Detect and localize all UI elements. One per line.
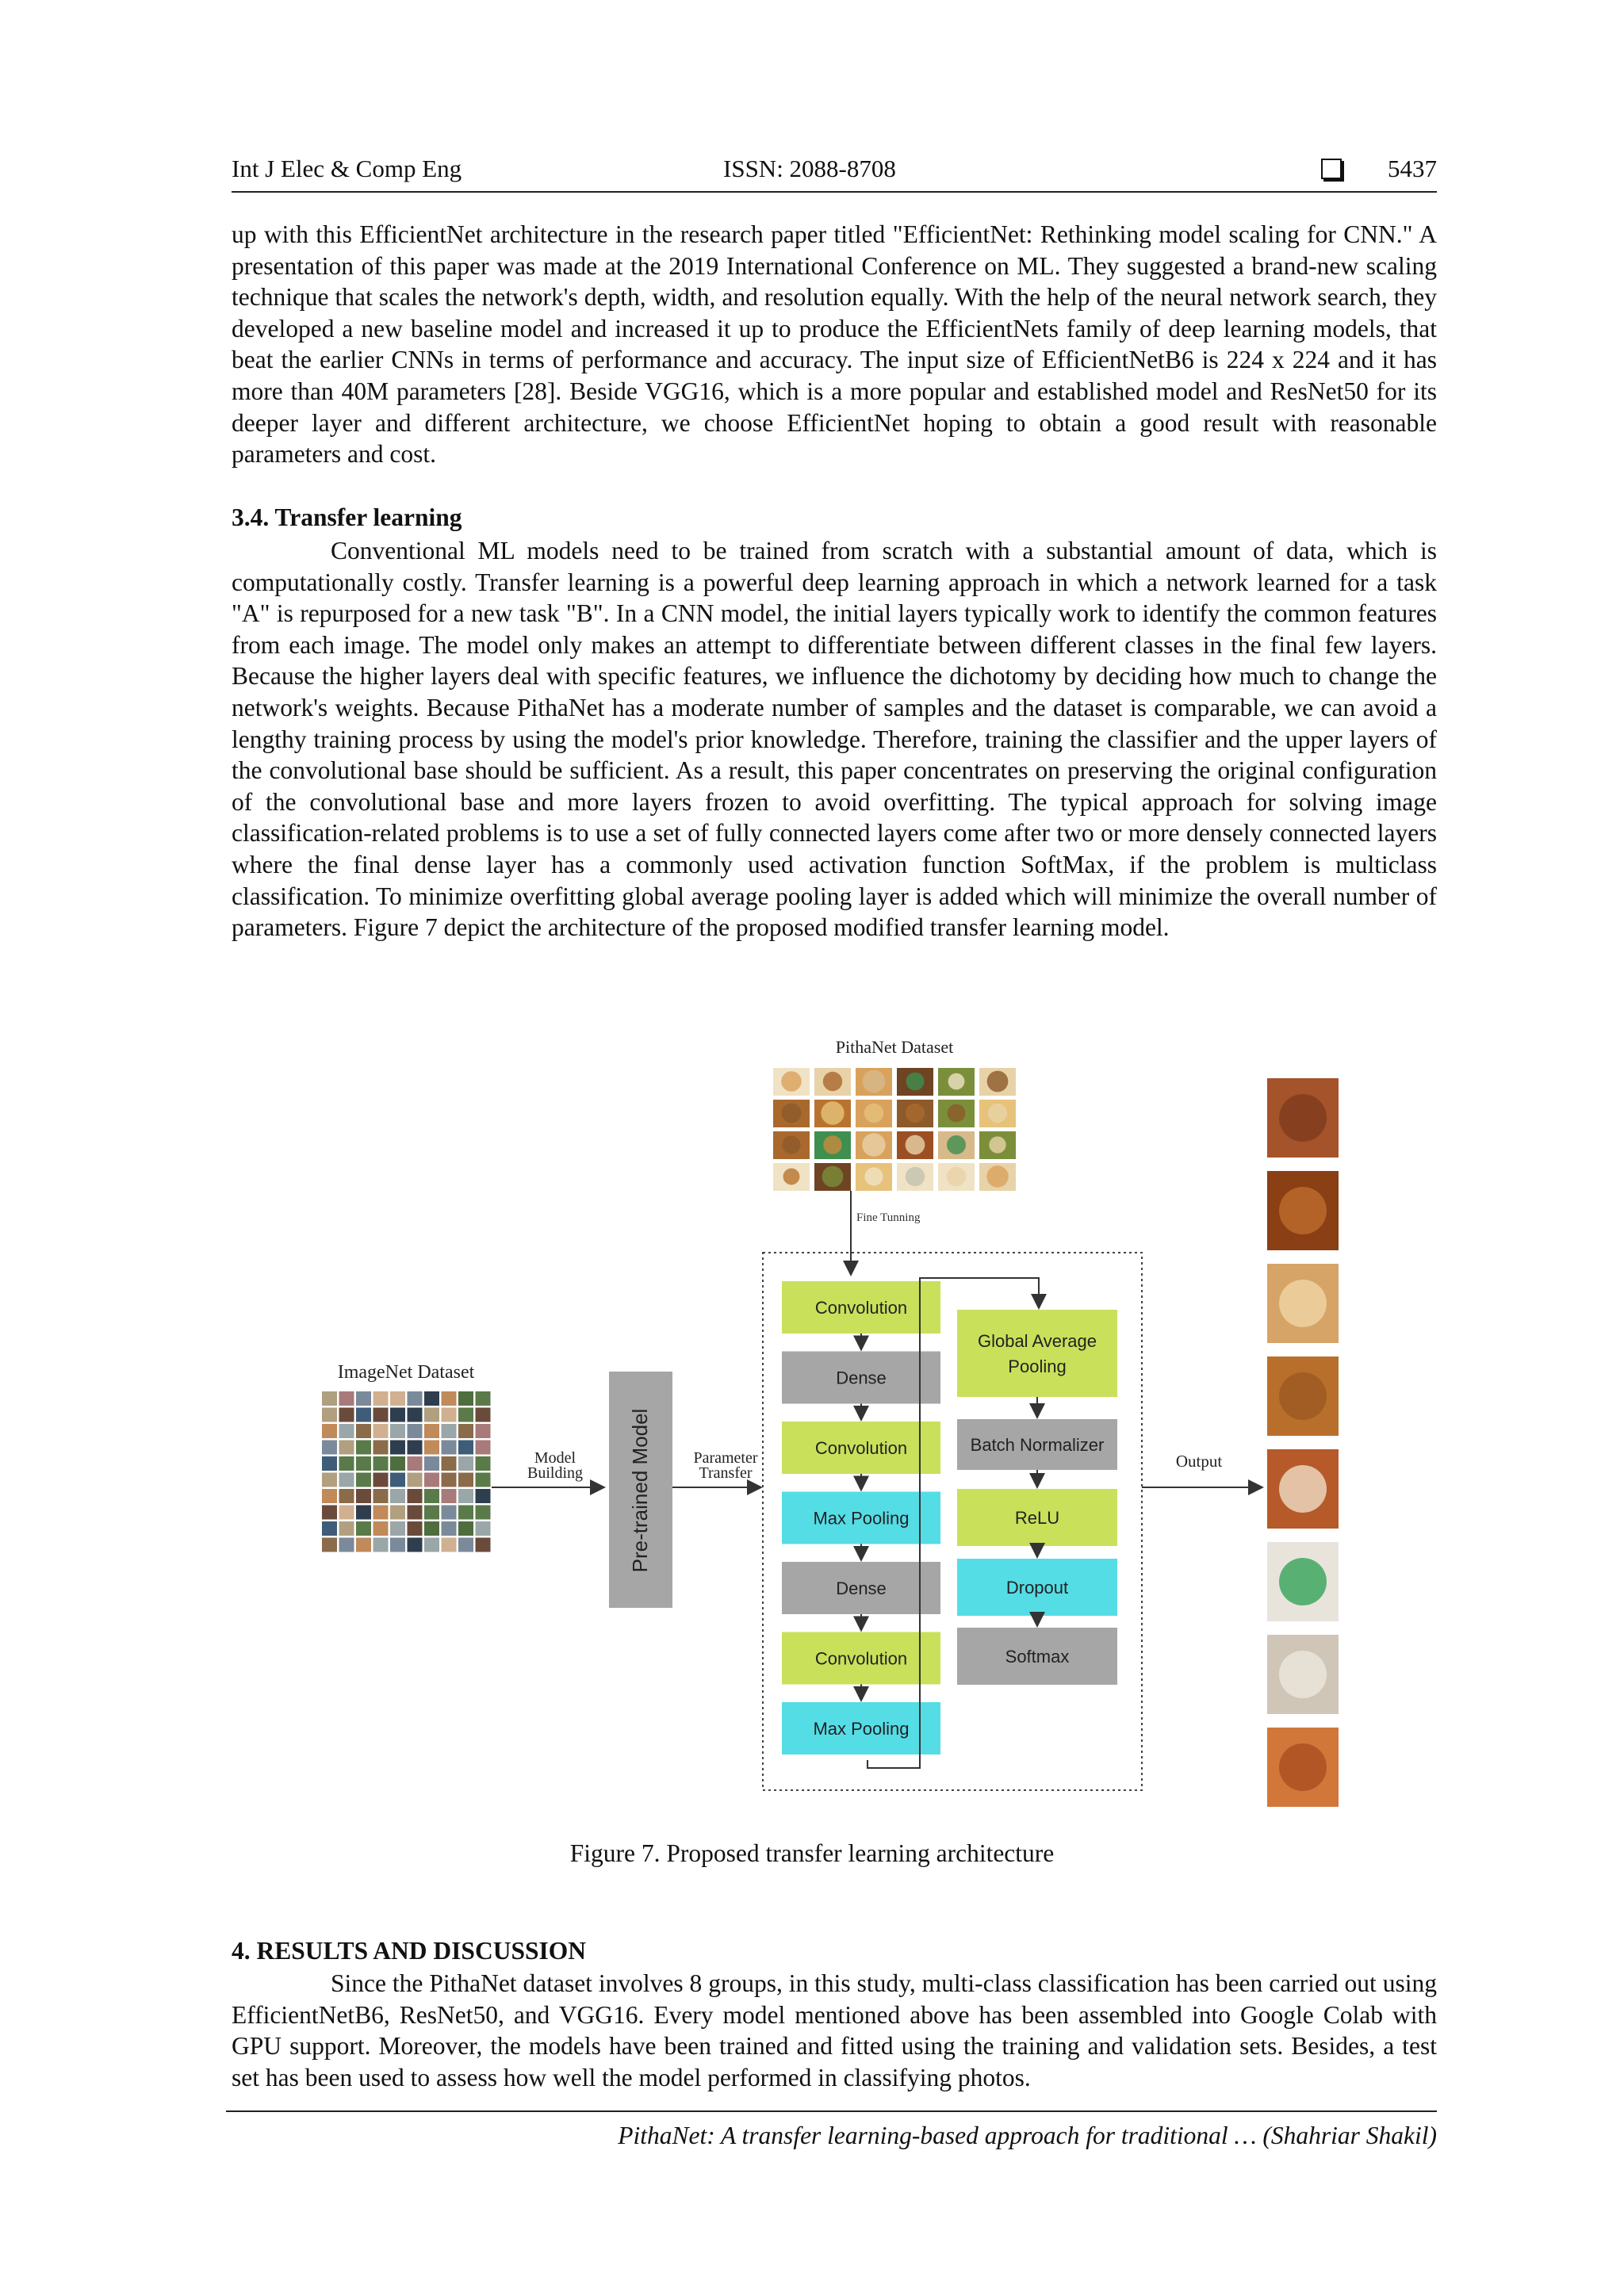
imagenet-thumbnail [322,1424,337,1438]
pithanet-dataset-label: PithaNet Dataset [835,1037,954,1057]
imagenet-thumbnail [458,1408,473,1422]
imagenet-thumbnail [373,1506,389,1520]
imagenet-thumbnail [458,1538,473,1552]
paragraph-results: Since the PithaNet dataset involves 8 groups, in this study, multi-class classification has been carried out using EfficientNetB6, ResNet50, and VGG16. Every model mentioned above has been assembled into Google Colab with GPU support. Moreover, the models have been trained and fitted using the training and validation sets. Besides, a test set has been used to assess how well the model performed in classifying photos. [232,1969,1437,2091]
imagenet-thumbnail [373,1391,389,1406]
imagenet-thumbnail [339,1408,354,1422]
layer-dropout [957,1559,1117,1616]
layer-batch-normalizer [957,1419,1117,1470]
svg-text:Convolution: Convolution [814,1438,908,1458]
imagenet-thumbnail [390,1489,405,1503]
svg-text:Convolution: Convolution [814,1298,908,1318]
imagenet-thumbnail [424,1441,439,1455]
imagenet-thumbnail [356,1408,371,1422]
svg-text:Batch Normalizer: Batch Normalizer [970,1435,1105,1455]
imagenet-thumbnail [339,1391,354,1406]
figure-caption: Figure 7. Proposed transfer learning architecture [569,1839,1055,1867]
imagenet-dataset-label: ImageNet Dataset [337,1362,475,1383]
layer-convolution [782,1422,940,1474]
layer-relu [957,1489,1117,1546]
imagenet-thumbnail [424,1391,439,1406]
imagenet-thumbnail [408,1538,423,1552]
imagenet-thumbnail [424,1408,439,1422]
imagenet-thumbnail [442,1408,457,1422]
svg-text:Convolution: Convolution [814,1648,908,1669]
imagenet-thumbnail [356,1506,371,1520]
imagenet-thumbnail [339,1521,354,1536]
imagenet-thumbnail [424,1538,439,1552]
imagenet-thumbnail [476,1408,491,1422]
imagenet-thumbnail [442,1441,457,1455]
imagenet-thumbnail [322,1408,337,1422]
layer-convolution [782,1632,940,1685]
right-layer-stack [957,1310,1117,1685]
imagenet-thumbnail [442,1473,457,1487]
imagenet-thumbnail [458,1489,473,1503]
architecture-diagram [0,1007,1624,1823]
svg-text:Max Pooling: Max Pooling [813,1508,910,1529]
imagenet-thumbnail [408,1506,423,1520]
imagenet-thumbnail [356,1441,371,1455]
imagenet-thumbnail [442,1489,457,1503]
imagenet-thumbnail [356,1521,371,1536]
imagenet-thumbnail [322,1538,337,1552]
imagenet-thumbnail [390,1441,405,1455]
imagenet-thumbnail [408,1521,423,1536]
paragraph-efficientnet: up with this EfficientNet architecture in the research paper titled "EfficientNet: Rethinking model scaling for CNN." A presentation of this paper was made at the 2019 International Conference on ML. They suggested a brand-new scaling technique that scales the network's depth, width, and resolution equally. With the help of the neural network search, they developed a new baseline model and increased it up to produce the EfficientNets family of deep learning models, that beat the earlier CNNs in terms of performance and accuracy. The input size of EfficientNetB6 is 224 x 224 and it has more than 40M parameters [28]. Beside VGG16, which is a more popular and established model and ResNet50 for its deeper layer and different architecture, we choose EfficientNet hoping to obtain a good result with reasonable parameters and cost. [232,220,1437,469]
imagenet-thumbnail [408,1424,423,1438]
imagenet-thumbnail [458,1456,473,1471]
layer-dense [782,1562,940,1614]
imagenet-thumbnail [408,1441,423,1455]
imagenet-thumbnail [476,1473,491,1487]
output-images [1267,1078,1339,1807]
svg-text:Dense: Dense [836,1578,887,1598]
imagenet-thumbnail [373,1521,389,1536]
imagenet-thumbnail [373,1424,389,1438]
svg-text:Transfer: Transfer [699,1464,753,1482]
imagenet-thumbnail [390,1391,405,1406]
svg-text:Building: Building [527,1464,584,1482]
svg-text:ReLU: ReLU [1014,1508,1060,1528]
imagenet-thumbnail [458,1473,473,1487]
imagenet-thumbnail [322,1456,337,1471]
imagenet-thumbnail [476,1489,491,1503]
page-footer [226,2110,1437,2149]
imagenet-thumbnail [476,1424,491,1438]
imagenet-thumbnail [390,1424,405,1438]
issn: ISSN: 2088-8708 [723,155,896,182]
layer-global-average-pooling [957,1310,1117,1397]
imagenet-thumbnail [356,1456,371,1471]
section-heading-transfer-learning: 3.4. Transfer learning [232,503,462,531]
imagenet-thumbnail [424,1473,439,1487]
imagenet-thumbnail [442,1424,457,1438]
imagenet-thumbnail [373,1456,389,1471]
layer-convolution [782,1281,940,1334]
imagenet-thumbnail [390,1521,405,1536]
imagenet-thumbnail [408,1489,423,1503]
svg-text:Softmax: Softmax [1005,1647,1070,1667]
imagenet-thumbnail [339,1506,354,1520]
imagenet-thumbnail [373,1408,389,1422]
imagenet-thumbnail [373,1538,389,1552]
imagenet-thumbnail [322,1489,337,1503]
imagenet-thumbnail [356,1473,371,1487]
imagenet-thumbnail [390,1456,405,1471]
imagenet-thumbnail [390,1408,405,1422]
imagenet-thumbnail [339,1489,354,1503]
imagenet-thumbnail [476,1506,491,1520]
imagenet-thumbnail [408,1391,423,1406]
page-header [232,155,1437,193]
imagenet-thumbnail [390,1506,405,1520]
layer-softmax [957,1628,1117,1685]
imagenet-thumbnail [373,1441,389,1455]
imagenet-thumbnail [442,1521,457,1536]
imagenet-thumbnail [356,1391,371,1406]
running-title: PithaNet: A transfer learning-based approach for traditional … (Shahriar Shakil) [618,2122,1437,2149]
page-number: 5437 [1388,155,1437,182]
output-label: Output [1175,1452,1223,1471]
figure-7 [0,1007,1624,1823]
imagenet-thumbnail [322,1521,337,1536]
parameter-transfer-label: Parameter [693,1449,758,1467]
imagenet-thumbnail [390,1538,405,1552]
imagenet-thumbnail [390,1473,405,1487]
imagenet-thumbnail [476,1521,491,1536]
imagenet-thumbnail [356,1489,371,1503]
imagenet-thumbnail [339,1473,354,1487]
checkbox-icon [1321,159,1342,179]
imagenet-thumbnail [442,1391,457,1406]
imagenet-thumbnail [442,1506,457,1520]
paragraph-transfer-learning: Conventional ML models need to be trained from scratch with a substantial amount of data, which is computationally costly. Transfer learning is a powerful deep learning approach in which a network learned for a task "A" is repurposed for a new task "B". In a CNN model, the initial layers typically work to identify the common features from each image. The model only makes an attempt to differentiate between different classes in the final few layers. Because the higher layers deal with specific features, we influence the dichotomy by deciding how much to change the network's weights. Because PithaNet has a moderate number of samples and the dataset is comparable, we can avoid a lengthy training process by using the model's prior knowledge. Therefore, training the classifier and the upper layers of the convolutional base should be sufficient. As a result, this paper concentrates on preserving the original configuration of the convolutional base and more layers frozen to avoid overfitting. The typical approach for solving image classification-related problems is to use a set of fully connected layers come after two or more densely connected layers where the final dense layer has a commonly used activation function SoftMax, if the problem is multiclass classification. To minimize overfitting global average pooling layer is added which will minimize the overall number of parameters. Figure 7 depict the architecture of the proposed modified transfer learning model. [232,537,1437,942]
imagenet-thumbnail [476,1456,491,1471]
imagenet-thumbnail [424,1456,439,1471]
imagenet-thumbnail [424,1506,439,1520]
imagenet-thumbnail [373,1473,389,1487]
layer-max-pooling [782,1702,940,1755]
imagenet-thumbnail [424,1521,439,1536]
imagenet-thumbnail [339,1424,354,1438]
imagenet-thumbnail [322,1391,337,1406]
left-layer-stack [782,1281,940,1755]
imagenet-thumbnail [408,1408,423,1422]
fine-tuning-label: Fine Tunning [856,1211,921,1224]
imagenet-thumbnail [322,1506,337,1520]
imagenet-thumbnail [442,1456,457,1471]
svg-text:Dense: Dense [836,1368,887,1388]
imagenet-thumbnail [339,1441,354,1455]
imagenet-thumbnail [408,1456,423,1471]
imagenet-thumbnail [322,1473,337,1487]
pithanet-image-grid [773,1068,1016,1191]
imagenet-thumbnail [373,1489,389,1503]
imagenet-thumbnail [356,1424,371,1438]
imagenet-thumbnail [458,1441,473,1455]
svg-text:Pooling: Pooling [1008,1357,1067,1376]
imagenet-thumbnail [339,1456,354,1471]
svg-text:Global Average: Global Average [977,1331,1097,1351]
imagenet-thumbnail [476,1441,491,1455]
layer-dense [782,1352,940,1404]
imagenet-thumbnail [322,1441,337,1455]
imagenet-thumbnail [458,1391,473,1406]
imagenet-thumbnail [408,1473,423,1487]
imagenet-thumbnail [458,1424,473,1438]
imagenet-thumbnail [458,1506,473,1520]
imagenet-thumbnail [339,1538,354,1552]
imagenet-thumbnail [442,1538,457,1552]
imagenet-thumbnail [424,1489,439,1503]
section-heading-results: 4. RESULTS AND DISCUSSION [232,1937,586,1965]
journal-name: Int J Elec & Comp Eng [232,155,462,182]
imagenet-thumbnail [356,1538,371,1552]
svg-text:Dropout: Dropout [1005,1578,1069,1598]
imagenet-thumbnail [476,1538,491,1552]
svg-text:Max Pooling: Max Pooling [813,1719,910,1739]
imagenet-thumbnail [458,1521,473,1536]
model-building-label: Model [534,1449,576,1467]
layer-max-pooling [782,1492,940,1544]
pretrained-model-label: Pre-trained Model [628,1408,652,1573]
imagenet-image-grid [322,1391,491,1552]
imagenet-thumbnail [476,1391,491,1406]
imagenet-thumbnail [424,1424,439,1438]
